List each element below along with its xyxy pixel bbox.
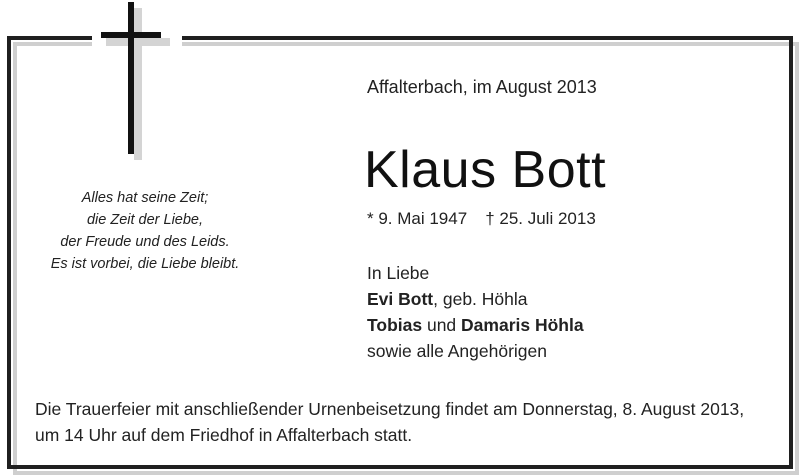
mourner-suffix: , geb. Höhla [433,289,528,309]
motto-line: Alles hat seine Zeit; [81,190,209,206]
birth-date: * 9. Mai 1947 [367,209,468,228]
place-date: Affalterbach, im August 2013 [367,77,597,97]
motto-line: der Freude und des Leids. [60,234,230,250]
funeral-notice [35,396,780,448]
mourner-line [367,312,584,338]
death-date: † 25. Juli 2013 [485,209,596,228]
motto-line: Es ist vorbei, die Liebe bleibt. [50,256,240,272]
funeral-notice-line: um 14 Uhr auf dem Friedhof in Affalterbach statt. [35,425,413,445]
mourner-line [367,286,584,312]
mourner-name: Tobias [367,315,423,335]
mourner-name: Evi Bott [367,289,434,309]
funeral-notice-line: Die Trauerfeier mit anschließender Urnenbeisetzung findet am Donnerstag, 8. August 2013, [35,399,745,419]
mourners-closing: sowie alle Angehörigen [367,341,547,361]
mourners-intro: In Liebe [367,263,430,283]
mourner-connector: und [422,315,462,335]
mourners-block [367,260,584,364]
deceased-name: Klaus Bott [364,141,607,199]
life-dates [367,209,614,229]
motto-verse [20,187,270,275]
mourner-name: Damaris Höhla [461,315,584,335]
motto-line: die Zeit der Liebe, [86,212,204,228]
